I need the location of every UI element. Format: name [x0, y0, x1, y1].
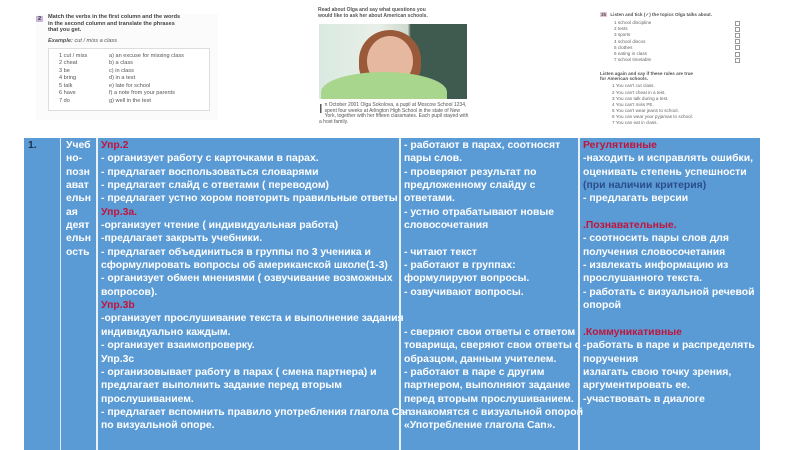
student-line: словосочетания — [404, 220, 489, 232]
stage-line: ельн — [66, 233, 92, 245]
teacher-line: - предлагает объединиться в группы по 3 ученика и — [101, 246, 371, 258]
example-text: cut / miss a class — [74, 37, 118, 44]
story-text: n October 2001 Olga Sokolova, a pupil at Moscow School 1234, spent four weeks at Arlington High School in the state of New York, together with her fifteen classmates. Each pupil stayed with a host family. — [319, 102, 469, 125]
teacher-line: Упр.2 — [101, 140, 129, 151]
exercise-3c-title — [600, 71, 740, 81]
learning-skills-cell — [578, 138, 760, 450]
title-line: that you get. — [48, 27, 82, 33]
phrase-item: e) late for school — [109, 82, 151, 89]
skill-line: Регулятивные — [583, 140, 657, 151]
stage-cell — [60, 138, 96, 450]
drop-cap: I — [319, 101, 323, 116]
teacher-line: - предлагает воспользоваться словарями — [101, 166, 319, 178]
checkbox-icon — [735, 33, 740, 38]
example — [48, 38, 218, 44]
stage-line: ават — [66, 180, 89, 192]
skill-line — [583, 312, 757, 325]
olga-reading-scan — [312, 8, 487, 123]
stage-line: ельн — [66, 193, 92, 205]
student-line: образцом, данным учителем. — [404, 353, 557, 365]
skill-line: (при наличии критерия) — [583, 180, 707, 192]
rule-item: 7 You can eat in class. — [612, 119, 658, 125]
student-line: - озвучивают вопросы. — [404, 286, 524, 298]
teacher-line: - организует обмен мнениями ( озвучивание возможных — [101, 273, 393, 285]
student-line: - сверяют свои ответы с ответом — [404, 326, 576, 338]
student-line: товарища, сверяют свои ответы с — [404, 340, 581, 352]
rule-item: 4 You can't miss PE. — [612, 101, 654, 107]
student-line: формулируют вопросы. — [404, 273, 530, 285]
exercise-3b-title — [600, 12, 740, 18]
student-line: - работают в паре с другим — [404, 366, 545, 378]
title-line: for American schools. — [600, 76, 649, 82]
rule-item: 1 You can't cut class. — [612, 83, 655, 89]
skill-line: -участвовать в диалоге — [583, 393, 705, 405]
teacher-line: прослушиванием. — [101, 393, 194, 405]
topic-label: 1 school discipline — [614, 20, 652, 25]
skill-line: - предлагать версии — [583, 193, 689, 205]
topic-label: 7 school timetable — [614, 57, 652, 63]
student-line: - устно отрабатывают новые — [404, 206, 554, 218]
verb-item: 4 bring — [59, 75, 77, 82]
teacher-line: - организует работу с карточками в парах. — [101, 153, 319, 165]
rule-item: 5 You can't wear jeans to school. — [612, 107, 679, 113]
skill-line: -работать в паре и распределять — [583, 340, 755, 352]
exercise-title — [48, 14, 218, 34]
topic-label: 3 sports — [614, 32, 631, 38]
stage-line: ая — [66, 206, 78, 218]
row-number-cell — [24, 138, 60, 450]
teacher-line: -организует чтение ( индивидуальная работа) — [101, 220, 339, 232]
teacher-line: - организует взаимопроверку. — [101, 340, 255, 352]
title-line: in the second column and translate the phrases — [48, 20, 175, 27]
exercise-title-text: Listen and tick (✓) the topics Olga talks about. — [610, 12, 712, 17]
skill-line: излагать свою точку зрения, — [583, 366, 732, 378]
skill-line: получения словосочетания — [583, 246, 726, 258]
teacher-line: предлагает выполнить задание перед вторым — [101, 380, 342, 392]
phrase-item: f) a note from your parents — [109, 90, 175, 97]
student-line — [404, 312, 575, 325]
words-column — [109, 53, 184, 106]
stage-line: деят — [66, 220, 90, 232]
olga-photo — [319, 24, 467, 99]
skill-line: - работать с визуальной речевой — [583, 286, 755, 298]
teacher-line: сформулировать вопросы об американской школе(1-3) — [101, 260, 388, 272]
checkbox-icon — [735, 39, 740, 44]
topic-label: 4 school discos — [614, 38, 646, 44]
student-line: предложенному слайду с — [404, 180, 536, 192]
skill-line: .Коммуникативные — [583, 326, 682, 338]
teacher-line: - предлагает вспомнить правило употребления глагола Can — [101, 406, 412, 418]
exercise-number: 2 — [38, 16, 42, 22]
stage-line: Учеб — [66, 140, 91, 151]
topic-label: 6 eating in class — [614, 51, 647, 57]
skill-line: прослушанного текста. — [583, 273, 703, 285]
verb-item: 1 cut / miss — [59, 52, 88, 59]
student-line — [404, 232, 575, 245]
verb-item: 3 be — [59, 67, 70, 74]
verbs-column — [59, 53, 109, 106]
exercise-number: 3b — [601, 12, 607, 17]
skill-line: - извлекать информацию из — [583, 260, 729, 272]
student-line: - работают в парах, соотносят — [404, 140, 561, 151]
verb-item: 6 have — [59, 90, 76, 97]
teacher-line: Упр.3c — [101, 353, 135, 365]
row-number: 1. — [28, 140, 37, 151]
stage-line: но- — [66, 153, 83, 165]
skill-line: аргументировать ее. — [583, 380, 690, 392]
skill-line: -находить и исправлять ошибки, — [583, 153, 753, 165]
teacher-line: индивидуально каждым. — [101, 326, 231, 338]
phrase-item: g) well in the test — [109, 98, 151, 105]
teacher-line: - организовывает работу в парах ( смена партнера) и — [101, 366, 377, 378]
lesson-plan-table — [24, 138, 760, 450]
teacher-line: Упр.3b — [101, 300, 135, 312]
checkbox-icon — [735, 21, 740, 26]
teacher-line: - предлагает слайд с ответами ( переводом) — [101, 180, 329, 192]
student-line: «Употребление глагола Can». — [404, 420, 556, 432]
teacher-line: -предлагает закрыть учебники. — [101, 233, 263, 245]
skill-line: оценивать степень успешности — [583, 166, 747, 178]
student-line: - читают текст — [404, 246, 478, 258]
student-line: перед вторым прослушиванием. — [404, 393, 574, 405]
question-line: would like to ask her about American schools. — [318, 12, 428, 19]
checkbox-icon — [735, 45, 740, 50]
question-line: Read about Olga and say what questions you — [318, 7, 426, 13]
verb-item: 5 talk — [59, 82, 73, 89]
olga-story — [319, 103, 469, 125]
teacher-activity-cell — [96, 138, 412, 450]
skill-line: - соотносить пары слов для — [583, 233, 729, 245]
student-line: - знакомятся с визуальной опорой — [404, 406, 583, 418]
rule-item: 3 You can talk during a test. — [612, 95, 669, 101]
example-label: Example: — [48, 37, 73, 44]
checkbox-icon — [735, 52, 740, 57]
rules-list — [600, 83, 740, 126]
phrase-item: b) a class — [109, 60, 133, 67]
student-line: - проверяют результат по — [404, 166, 537, 178]
student-line: ответами. — [404, 193, 455, 205]
student-line: - работают в группах: — [404, 260, 516, 272]
student-activity-cell — [399, 138, 583, 450]
checkbox-icon — [735, 58, 740, 63]
title-line: Listen again and say if these rules are true — [600, 71, 693, 77]
reading-question — [318, 8, 487, 19]
skill-line: .Познавательные. — [583, 220, 677, 232]
verb-item: 2 cheat — [59, 60, 78, 67]
student-line: партнером, выполняют задание — [404, 380, 571, 392]
phrase-item: a) an excuse for missing class — [109, 52, 184, 59]
title-line: Match the verbs in the first column and the words — [48, 14, 181, 20]
exercise-2-scan — [36, 14, 218, 120]
exercise-3-scan — [600, 12, 740, 126]
skill-line: поручения — [583, 353, 639, 365]
rule-item: 2 You can't cheat in a test. — [612, 89, 666, 95]
stage-line: ость — [66, 246, 90, 258]
teacher-line: - предлагает устно хором повторить правильные ответы — [101, 193, 398, 205]
teacher-line: вопросов). — [101, 286, 158, 298]
topic-label: 2 tests — [614, 26, 628, 32]
rule-item: 6 You can wear your pyjamas to school. — [612, 113, 693, 119]
topics-list — [600, 20, 740, 63]
phrase-item: c) in class — [109, 67, 134, 74]
skill-line: опорой — [583, 300, 622, 312]
teacher-line: -организует прослушивание текста и выполнение задания — [101, 313, 404, 325]
topic-label: 5 clothes — [614, 44, 633, 50]
matching-box — [48, 48, 210, 111]
teacher-line: Упр.3а. — [101, 206, 138, 218]
teacher-line: по визуальной опоре. — [101, 420, 215, 432]
student-line: пары слов. — [404, 153, 463, 165]
student-line — [404, 299, 575, 312]
checkbox-icon — [735, 27, 740, 32]
verb-item: 7 do — [59, 98, 70, 105]
stage-line: позн — [66, 166, 90, 178]
phrase-item: d) in a test — [109, 75, 136, 82]
skill-line — [583, 206, 757, 219]
